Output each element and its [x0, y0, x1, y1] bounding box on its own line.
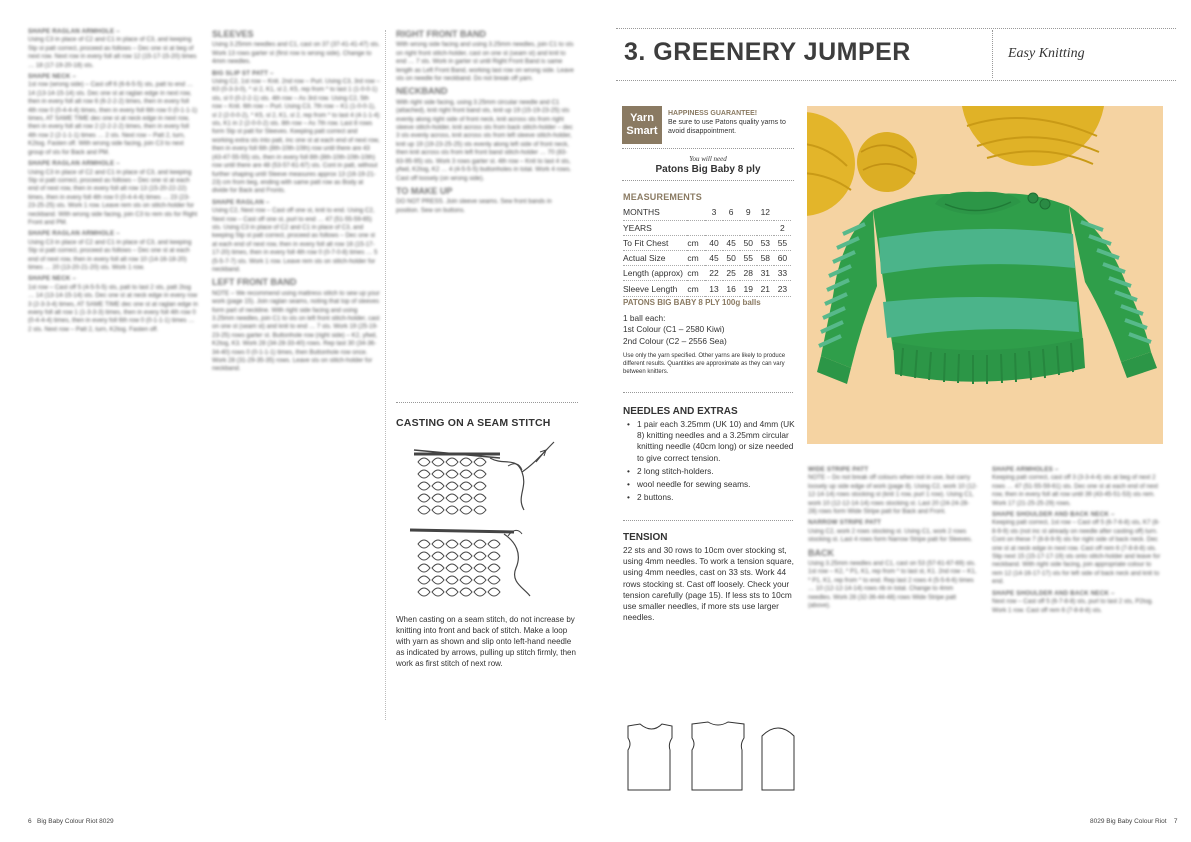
title-top-rule: [616, 28, 1176, 29]
title-bottom-rule: [616, 80, 1176, 81]
left-page-number: 6: [28, 818, 32, 825]
back-schematic: [692, 722, 744, 790]
measurement-value: 60: [774, 251, 791, 266]
yarn-smart-box: [622, 106, 794, 181]
measurement-value: 58: [757, 251, 774, 266]
right-footer: [1090, 818, 1177, 825]
knit-swatch-bottom: [410, 530, 530, 596]
jumper-photo: [807, 106, 1163, 444]
measurement-value: 16: [723, 281, 740, 296]
measurement-value: 6: [723, 205, 740, 220]
measurement-label: Actual Size: [623, 251, 687, 266]
measurement-value: 53: [757, 235, 774, 250]
yarn-name: Patons Big Baby 8 ply: [655, 164, 761, 175]
balls-line3: 2nd Colour (C2 – 2556 Sea): [623, 335, 727, 346]
column-divider: [385, 30, 386, 720]
yarn-badge-line2: Smart: [626, 125, 658, 137]
measurement-value: [740, 220, 757, 235]
balls-text: [623, 313, 793, 347]
front-schematic: [628, 724, 672, 790]
balls-line1: 1 ball each:: [623, 313, 666, 323]
measurement-label: YEARS: [623, 220, 687, 235]
left-publication: Big Baby Colour Riot 8029: [37, 818, 114, 825]
measurement-value: 19: [740, 281, 757, 296]
left-footer: [28, 818, 114, 825]
casting-on-illustration: [404, 436, 574, 606]
tension-rule: [623, 520, 793, 521]
measurement-unit: [687, 205, 705, 220]
pattern-title: 3. GREENERY JUMPER: [624, 38, 911, 66]
needles-item: • wool needle for sewing seams.: [623, 479, 795, 490]
needles-item: • 2 buttons.: [623, 492, 795, 503]
yarn-smart-badge: [622, 106, 662, 144]
yarn-bottom-rule: [622, 180, 794, 181]
measurement-value: 3: [705, 205, 722, 220]
measurement-label: To Fit Chest: [623, 235, 687, 250]
guarantee-text: Be sure to use Patons quality yarns to avoid disappointment.: [668, 119, 786, 135]
measurement-label: Length (approx): [623, 266, 687, 281]
tension-text: 22 sts and 30 rows to 10cm over stocking st, using 4mm needles. To work a tension square, using 4mm needles, cast on 33 sts. Work 44 rows stocking st. Cast off loosely. Check your tension carefully (page 15). If less sts to 10cm use smaller needles, if more sts use larger needles.: [623, 545, 794, 623]
measurement-value: 22: [705, 266, 722, 281]
right-page-number: 7: [1173, 818, 1178, 825]
measurement-value: [774, 205, 791, 220]
yarn-badge-line1: Yarn: [630, 112, 654, 124]
measurement-value: 23: [774, 281, 791, 296]
yarn-rule: [622, 148, 794, 149]
casting-title: CASTING ON A SEAM STITCH: [396, 417, 551, 429]
title-divider: [992, 30, 993, 78]
measurements-table: [623, 205, 791, 297]
yarn-note: Use only the yarn specified. Other yarns are likely to produce different results. Quantities are approximate as they can vary between knitters.: [623, 353, 786, 375]
blurred-instructions-col2: SLEEVES Using 3.25mm needles and C1, cast on 37 (37-41-41-47) sts. Work 13 rows garter st (first row is wrong side). Change to 4mm needles. BIG SLIP ST PATT – Using C2, 1st row – Knit. 2nd row – Purl. Using C3, 3rd row – K0 (0-3-3-0), * sl 2, K1, sl 2, K5, rep from * to last 1 (1-0-0-1) sts, sl 0 (0-2-2-1) sts. 4th row – As 3rd row. Using C2, 5th row – Knit. 6th row – Purl. Using C3, 7th row – K1 (1-0-0-1), sl 2 (2-0-0-2), * K5, sl 2, K1, sl 2, rep from * to last 4 (4-1-1-4) sts, K1 in 2 (2-0-0-2) sts. 8th row – As 7th row. Last 8 rows form Stp st patt for Sleeves. Keeping patt correct and working extra sts into patt, inc one st at each end of next row, then in every foll 6th (8th-10th-10th) row until there are 43 (43-47-55-55) sts, then in every foll 8th (8th-10th-10th-10th) row until there are 48 (53-57-61-67) sts. Cont in patt, without further shaping until Sleeve measures approx 13 (16-19-21-23) cm from beg, ending with same patt row as Body at divide for Back and Fronts. SHAPE RAGLAN – Using C2, Next row – Cast off one st, knit to end. Using C2, Next row – Cast off one st, purl to end … 47 (51-55-59-65) sts. Using C3 in place of C2 and C1 in place of C3, and keeping Stp st patt correct, proceed as follows – Dec one st at each end of next row, then in every foll alt row 16 (15-17-17-20) times, then in every foll 4th row 0 (0-7-0-8) times … 5 (5-5-7-7) sts. Work 1 row. Leave rem sts on stitch-holder for neckband. LEFT FRONT BAND NOTE – We recommend using mattress stitch to sew up your work (page 15). Join raglan seams, noting that top of sleeves form part of neckline. With right side facing and using 3.25mm needles, join C1 to sts on left front stitch-holder, cast on one st (seam st) and knit to end … 7 sts. Work 19 (25-19-23-25) rows garter st. Buttonhole row (right side) – K2, yfwd, K2tog, K3. Work 28 (34-28-33-40) rows. Rep last 30 (34-36-34-40) rows 0 (0-1-1-1) times, then Buttonhole row once. Work 28 (31-29-35-35) rows. Leave sts on stitch-holder for neckband.: [212, 29, 380, 373]
measurement-value: 45: [705, 251, 722, 266]
casting-top-rule: [396, 402, 578, 403]
guarantee-title: HAPPINESS GUARANTEE!: [668, 110, 758, 117]
needles-item: • 1 pair each 3.25mm (UK 10) and 4mm (UK 8) knitting needles and a 3.25mm circular knitting needle (40cm long) or size needed to give correct tension.: [623, 419, 795, 464]
needles-rule: [623, 392, 793, 393]
measurement-row: [623, 266, 791, 281]
right-publication: 8029 Big Baby Colour Riot: [1090, 818, 1167, 825]
measurement-value: 13: [705, 281, 722, 296]
blurred-instructions-col3: RIGHT FRONT BAND With wrong side facing and using 3.25mm needles, join C1 to sts on right front stitch-holder, cast on one st (seam st) and knit to end … 7 sts. Work in garter st until Right Front Band is same length as Left Front Band, working last row on wrong side. Leave sts on needle for neckband. Do not break off yarn. NECKBAND With right side facing, using 3.25mm circular needle and C1 (attached), knit right front band sts, knit up 19 (15-19-23-25) sts evenly along right side of front neck, knit across sts from right sleeve stitch-holder, knit across sts from back stitch-holder – dec 3 sts evenly across, knit across sts from left sleeve stitch-holder, knit up 19 (19-23-25-25) sts evenly along left side of front neck, then knit across sts from left front band stitch-holder … 70 (83-83-95-95) sts. Work 3 rows garter st. 4th row – Knit to last 4 sts, yfwd, K2tog, K2 … 4 (4-5-5-5) buttonholes in total. Work 4 rows. Cast off loosely (on wrong side). TO MAKE UP DO NOT PRESS. Join sleeve seams. Sew front bands in position. Sew on buttons.: [396, 29, 574, 214]
casting-caption: When casting on a seam stitch, do not increase by knitting into front and back of stitch. Make a loop with yarn as shown and slip onto left-hand needle as indicated by arrows, pulling up stitch firmly, then work as first stitch of next row.: [396, 615, 576, 668]
measurement-value: 50: [723, 251, 740, 266]
measurement-value: 21: [757, 281, 774, 296]
measurement-value: 2: [774, 220, 791, 235]
measurement-value: 9: [740, 205, 757, 220]
casting-on-section: [396, 402, 578, 435]
measurement-row: [623, 235, 791, 250]
difficulty-label: Easy Knitting: [1008, 46, 1085, 61]
measurement-row: [623, 251, 791, 266]
measurement-value: [723, 220, 740, 235]
measurement-unit: [687, 220, 705, 235]
measurement-unit: cm: [687, 266, 705, 281]
measurement-unit: cm: [687, 281, 705, 296]
measurement-label: Sleeve Length: [623, 281, 687, 296]
balls-line2: 1st Colour (C1 – 2580 Kiwi): [623, 324, 725, 335]
blurred-instructions-col4: WIDE STRIPE PATT NOTE – Do not break off colours when not in use, but carry loosely up side edge of work (page 8). Using C2, work 10 (12-12-14-14) rows stocking st (knit 1 row, purl 1 row). Using C1, work 10 (12-12-14-14) rows stocking st. Last 20 (24-24-28-28) rows form Wide Stripe patt for Back and Front. NARROW STRIPE PATT Using C2, work 2 rows stocking st. Using C1, work 2 rows stocking st. Last 4 rows form Narrow Stripe patt for Sleeves. BACK Using 3.25mm needles and C1, cast on 53 (57-61-67-69) sts. 1st row – K2, * P1, K1, rep from * to last st, K1. 2nd row – K1, * P1, K1, rep from * to end. Rep last 2 rows 4 (5-5-6-6) times … 10 (12-12-14-14) rows rib in total. Change to 4mm needles. Work 28 (32-36-44-48) rows Wide Stripe patt (above).: [808, 466, 978, 610]
measurement-label: MONTHS: [623, 205, 687, 220]
measurement-row: [623, 205, 791, 220]
you-will-need: You will need: [689, 155, 727, 163]
needles-list: [623, 419, 795, 505]
happiness-guarantee: [668, 109, 794, 136]
needles-title: NEEDLES AND EXTRAS: [623, 406, 738, 417]
blurred-instructions-col5: SHAPE ARMHOLES – Keeping patt correct, cast off 3 (3-3-4-4) sts at beg of next 2 rows … 47 (51-55-59-61) sts. Dec one st at each end of next row, then in every foll alt row until 39 (43-45-51-53) sts rem. Work 17 (21-25-25-29) rows. SHAPE SHOULDER AND BACK NECK – Keeping patt correct, 1st row – Cast off 5 (6-7-6-8) sts, K7 (8-8-9-9) sts (not inc st already on needle after casting off) turn. Cont on these 7 (8-8-9-9) sts for right side of back neck. Dec one st at neck edge in next row. Cast off rem 6 (7-8-8-8) sts. Slip next 15 (15-17-17-19) sts onto stitch-holder and leave for neckband. With right side facing, join appropriate colour to rem 12 (14-16-17-17) sts for left side of back neck and knit to end. SHAPE SHOULDER AND BACK NECK – Next row – Cast off 5 (6-7-8-8) sts, purl to last 2 sts, P2tog. Work 1 row. Cast off rem 6 (7-8-8-8) sts.: [992, 466, 1161, 614]
measurement-unit: cm: [687, 235, 705, 250]
measurements-title: MEASUREMENTS: [623, 192, 702, 202]
measurement-value: [705, 220, 722, 235]
measurement-value: 45: [723, 235, 740, 250]
sleeve-schematic: [762, 728, 794, 790]
yarn-ball-middle: [857, 132, 917, 192]
measurement-value: 28: [740, 266, 757, 281]
measurement-value: 55: [740, 251, 757, 266]
measurement-row: [623, 281, 791, 296]
measurement-value: 12: [757, 205, 774, 220]
measurement-value: 25: [723, 266, 740, 281]
measurement-value: 33: [774, 266, 791, 281]
title-bar: [616, 28, 1176, 82]
measurement-value: 40: [705, 235, 722, 250]
measurement-value: 55: [774, 235, 791, 250]
measurement-unit: cm: [687, 251, 705, 266]
measurement-value: 31: [757, 266, 774, 281]
tension-title: TENSION: [623, 532, 668, 543]
blurred-instructions-col1: SHAPE RAGLAN ARMHOLE – Using C3 in place of C2 and C1 in place of C3, and keeping Stp st patt correct, proceed as follows – Dec one st at beg of next row. Next row in every foll alt row 12 (15-17-15-20) times … 18 (17-19-20-18) sts. SHAPE NECK – 1st row (wrong side) – Cast off 6 (6-6-5-5) sts, patt to end … 14 (13-14-15-14) sts. Dec one st at raglan edge in next row, then in every foll alt row 6 (6-2-2-2) times, then in every foll 4th row 0 (0-4-4-4) times, then in every foll 6th row 0 (0-1-1-1) times, AT SAME TIME dec one st at neck edge in next row, then in every foll alt row 2 (2-2-2-2) times, then in every foll 4th row 2 (2-1-1-1) times … 2 sts. Next row – Patt 2, turn, K2tog. Fasten off. With wrong side facing, join C3 to next group of sts for Back and PM. SHAPE RAGLAN ARMHOLE – Using C3 in place of C2 and C1 in place of C3, and keeping Stp st patt correct, proceed as follows – Dec one st at each end of next row, then in every foll alt row 13 (15-20-22-22) times, then in every foll 4th row 0 (0-4-4-4) times … 23 (23-23-25-25) sts. Work 1 row. Leave rem sts on stitch-holder for neckband. With wrong side facing, join C3 to rem sts for Right Front and PM. SHAPE RAGLAN ARMHOLE – Using C3 in place of C2 and C1 in place of C3, and keeping Stp st patt correct, proceed as follows – Dec one st at each end of next row, then in every foll alt row 10 (14-16-18-20) times … 20 (13-20-21-20) sts. Work 1 row. SHAPE NECK – 1st row – Cast off 5 (4-5-5-5) sts, patt to last 2 sts, patt 2tog … 14 (13-14-15-14) sts. Dec one st at neck edge in every row 3 (2-3-3-4) times, AT SAME TIME dec one st at raglan edge in every foll alt row 1 (1-3-3-3) times, then in every foll 4th row 0 (0-4-4-4) times, then in every foll 6th row 0 (0-1-1-1) times … 2 sts. Next row – Patt 2, turn, K2tog. Fasten off.: [28, 28, 198, 333]
knit-swatch-top: [414, 442, 554, 514]
measurement-row: [623, 220, 791, 235]
measurement-value: 50: [740, 235, 757, 250]
balls-title: PATONS BIG BABY 8 PLY 100g balls: [623, 298, 761, 307]
needles-item: • 2 long stitch-holders.: [623, 466, 795, 477]
garment-schematics: [622, 716, 802, 796]
measurement-value: [757, 220, 774, 235]
